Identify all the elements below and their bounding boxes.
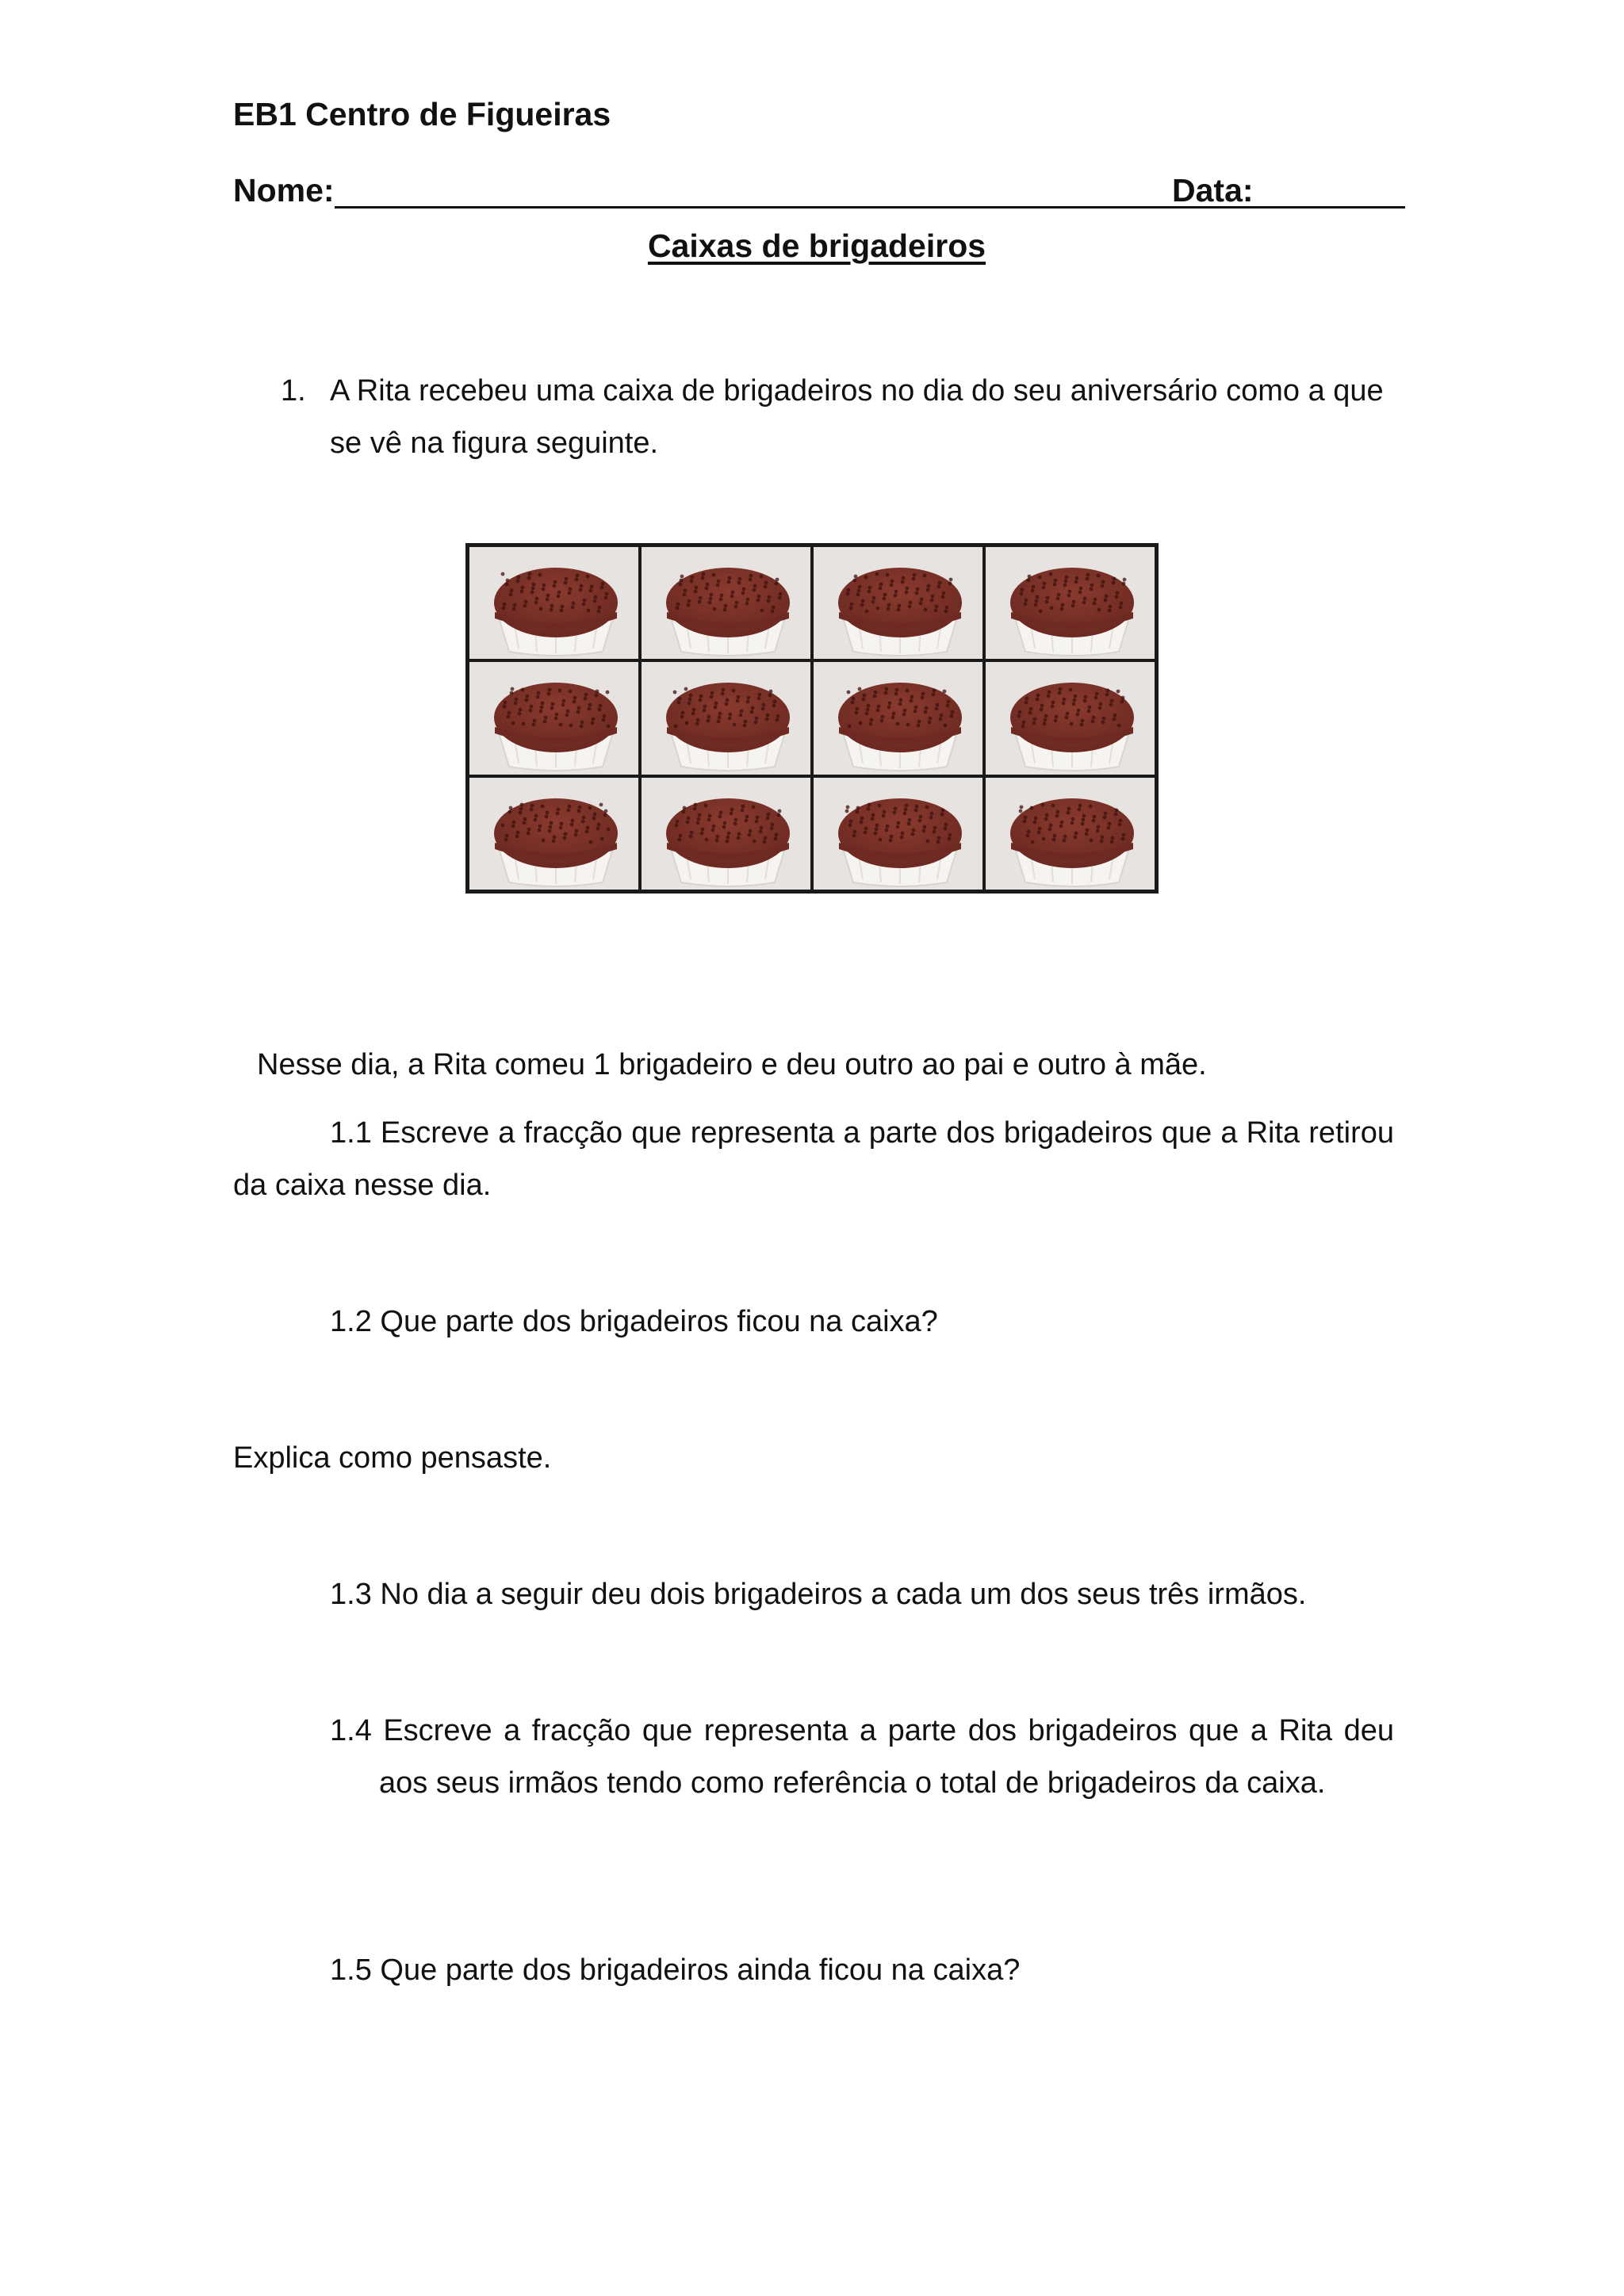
question-1-text-line2: se vê na figura seguinte. xyxy=(330,427,659,460)
brigadeiro-cell xyxy=(984,660,1156,775)
worksheet-title: Caixas de brigadeiros xyxy=(647,228,986,264)
brigadeiro-box-figure xyxy=(465,543,1159,894)
name-label: Nome: xyxy=(233,172,335,209)
paragraph-day: Nesse dia, a Rita comeu 1 brigadeiro e deu outro ao pai e outro à mãe. xyxy=(257,1048,1207,1081)
brigadeiro-cell xyxy=(468,776,640,891)
brigadeiro-cell xyxy=(984,776,1156,891)
question-1-1-line1: 1.1 Escreve a fracção que representa a parte dos brigadeiros que a Rita retirou xyxy=(330,1116,1394,1150)
brigadeiro-icon xyxy=(831,794,969,887)
name-date-row xyxy=(233,170,1385,214)
date-blank-line xyxy=(1253,206,1385,209)
brigadeiro-icon xyxy=(487,794,625,887)
question-1-number: 1. xyxy=(281,374,306,408)
school-name: EB1 Centro de Figueiras xyxy=(233,96,611,132)
brigadeiro-cell xyxy=(812,545,984,660)
explain-prompt: Explica como pensaste. xyxy=(233,1441,552,1475)
brigadeiro-icon xyxy=(487,678,625,771)
brigadeiro-cell xyxy=(640,660,812,775)
question-1-text-line1: A Rita recebeu uma caixa de brigadeiros no dia do seu aniversário como a que xyxy=(330,374,1384,408)
brigadeiro-cell xyxy=(640,776,812,891)
question-1-4-line1: 1.4 Escreve a fracção que representa a parte dos brigadeiros que a Rita deu xyxy=(330,1714,1394,1747)
brigadeiro-icon xyxy=(1003,563,1141,656)
brigadeiro-icon xyxy=(1003,678,1141,771)
brigadeiro-icon xyxy=(831,678,969,771)
question-1-4-line2: aos seus irmãos tendo como referência o total de brigadeiros da caixa. xyxy=(379,1766,1326,1800)
date-label: Data: xyxy=(1172,172,1254,209)
brigadeiro-icon xyxy=(831,563,969,656)
brigadeiro-cell xyxy=(468,660,640,775)
question-1-3: 1.3 No dia a seguir deu dois brigadeiros a cada um dos seus três irmãos. xyxy=(330,1578,1307,1611)
question-1-5: 1.5 Que parte dos brigadeiros ainda ficou na caixa? xyxy=(330,1954,1021,1987)
question-1-2: 1.2 Que parte dos brigadeiros ficou na caixa? xyxy=(330,1305,938,1338)
brigadeiro-cell xyxy=(812,776,984,891)
question-1-1-line2: da caixa nesse dia. xyxy=(233,1169,492,1202)
brigadeiro-cell xyxy=(640,545,812,660)
brigadeiro-icon xyxy=(659,563,797,656)
brigadeiro-icon xyxy=(1003,794,1141,887)
brigadeiro-icon xyxy=(487,563,625,656)
brigadeiro-cell xyxy=(812,660,984,775)
brigadeiro-cell xyxy=(984,545,1156,660)
brigadeiro-icon xyxy=(659,794,797,887)
brigadeiro-icon xyxy=(659,678,797,771)
brigadeiro-cell xyxy=(468,545,640,660)
